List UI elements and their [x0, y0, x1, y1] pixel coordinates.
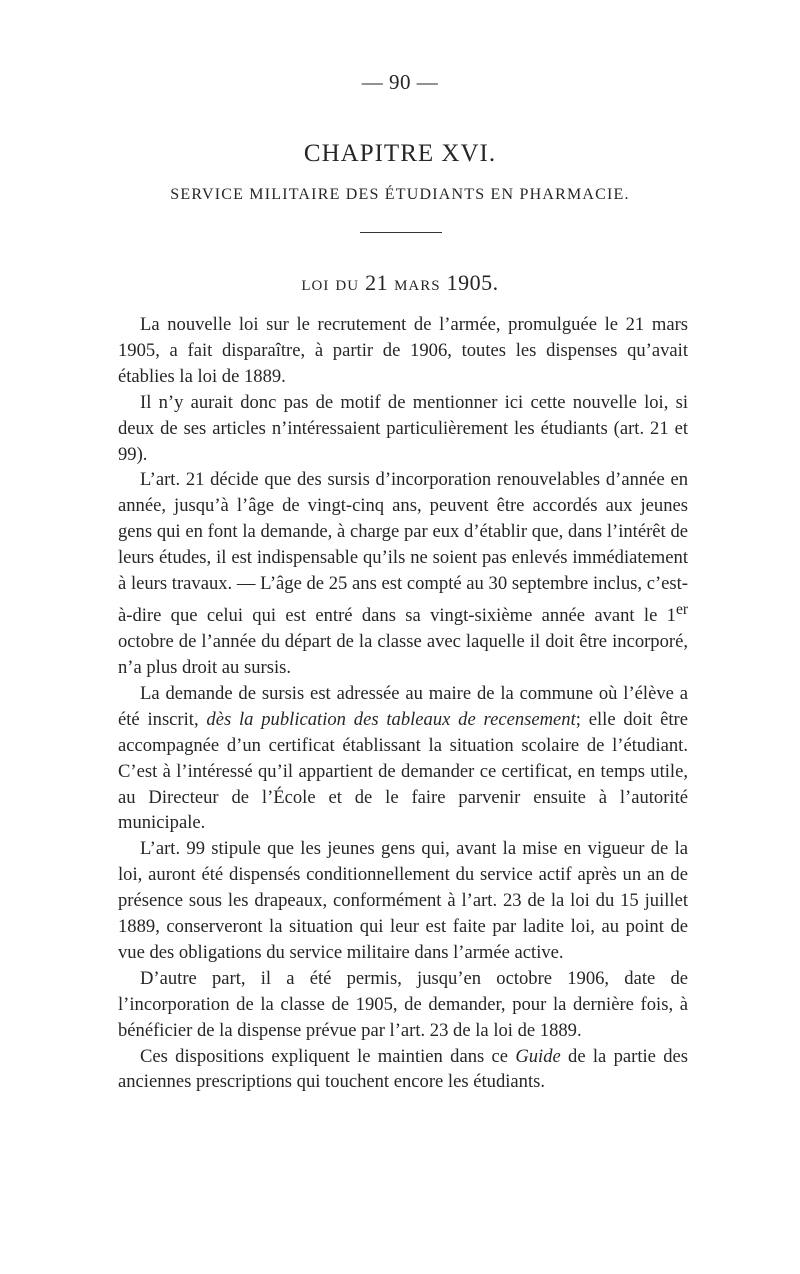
paragraph-3-text: L’art. 21 décide que des sursis d’incorporation renouvelables d’année en année, jusqu’à l’âge de vingt-cinq ans, peuvent être accordés aux jeunes gens qui en font la demande, à charge par eux d’établir que, dans l’intérêt de leurs études, il est indispensable qu’ils ne soient pas enlevés immédiatement à leurs travaux. — L’âge de 25 ans est compté au 30 septembre inclus, c’est-à-dire que celui qui est entré dans sa vingt-sixième année avant le [118, 469, 688, 627]
chapter-subtitle: SERVICE MILITAIRE DES ÉTUDIANTS EN PHARMACIE. [170, 186, 630, 203]
chapter-title: CHAPITRE XVI. [303, 140, 497, 167]
law-heading-du: DU [335, 278, 360, 294]
body-text [118, 312, 688, 1095]
law-heading-day: 21 [365, 270, 389, 295]
paragraph-7 [118, 1044, 688, 1096]
law-heading-year: 1905. [446, 270, 499, 295]
paragraph-3-superscript: er [675, 600, 688, 618]
paragraph-4-italic: dès la publication des tableaux de recensement [206, 708, 576, 730]
law-heading-month: MARS [394, 278, 441, 294]
paragraph-3 [118, 467, 688, 680]
paragraph-3-text-end: octobre de l’année du départ de la classe avec laquelle il doit être incorporé, n’a plus droit au sursis. [118, 631, 688, 678]
paragraph-6: D’autre part, il a été permis, jusqu’en octobre 1906, date de l’incorporation de la classe de 1905, de demander, pour la dernière fois, à bénéficier de la dispense prévue par l’art. 23 de la loi de 1889. [118, 967, 688, 1041]
paragraph-4-text-end: ; elle doit être accompagnée d’un certificat établissant la situation scolaire de l’étudiant. C’est à l’intéressé qu’il appartient de demander ce certificat, en temps utile, au Directeur de l’École et de le faire parvenir ensuite à l’autorité municipale. [118, 708, 688, 834]
law-heading-loi: LOI [301, 278, 330, 294]
paragraph-4-text: La demande de sursis est adressée au maire de la commune où l’élève a été inscrit, [118, 682, 688, 730]
paragraph-5: L’art. 99 stipule que les jeunes gens qui, avant la mise en vigueur de la loi, auront été dispensés conditionnellement du service actif après un an de présence sous les drapeaux, conformément à l’art. 23 de la loi du 15 juillet 1889, conserveront la situation qui leur est faite par ladite loi, au point de vue des obligations du service militaire dans l’armée active. [118, 838, 688, 963]
law-heading [0, 270, 800, 296]
paragraph-4 [118, 681, 688, 836]
paragraph-7-text: Ces dispositions expliquent le maintien dans ce [140, 1045, 516, 1067]
paragraph-1: La nouvelle loi sur le recrutement de l’armée, promulguée le 21 mars 1905, a fait disparaître, à partir de 1906, toutes les dispenses qu’avait établies la loi de 1889. [118, 314, 688, 387]
paragraph-7-italic: Guide [515, 1045, 561, 1067]
paragraph-2: Il n’y aurait donc pas de motif de mentionner ici cette nouvelle loi, si deux de ses articles n’intéressaient particulièrement les étudiants (art. 21 et 99). [118, 391, 688, 465]
paragraph-7-text-end: de la partie des anciennes prescriptions qui touchent encore les étudiants. [118, 1045, 688, 1093]
paragraph-3-ordinal: 1 [666, 605, 676, 627]
page-number: — 90 — [361, 70, 439, 94]
section-divider [360, 232, 442, 233]
